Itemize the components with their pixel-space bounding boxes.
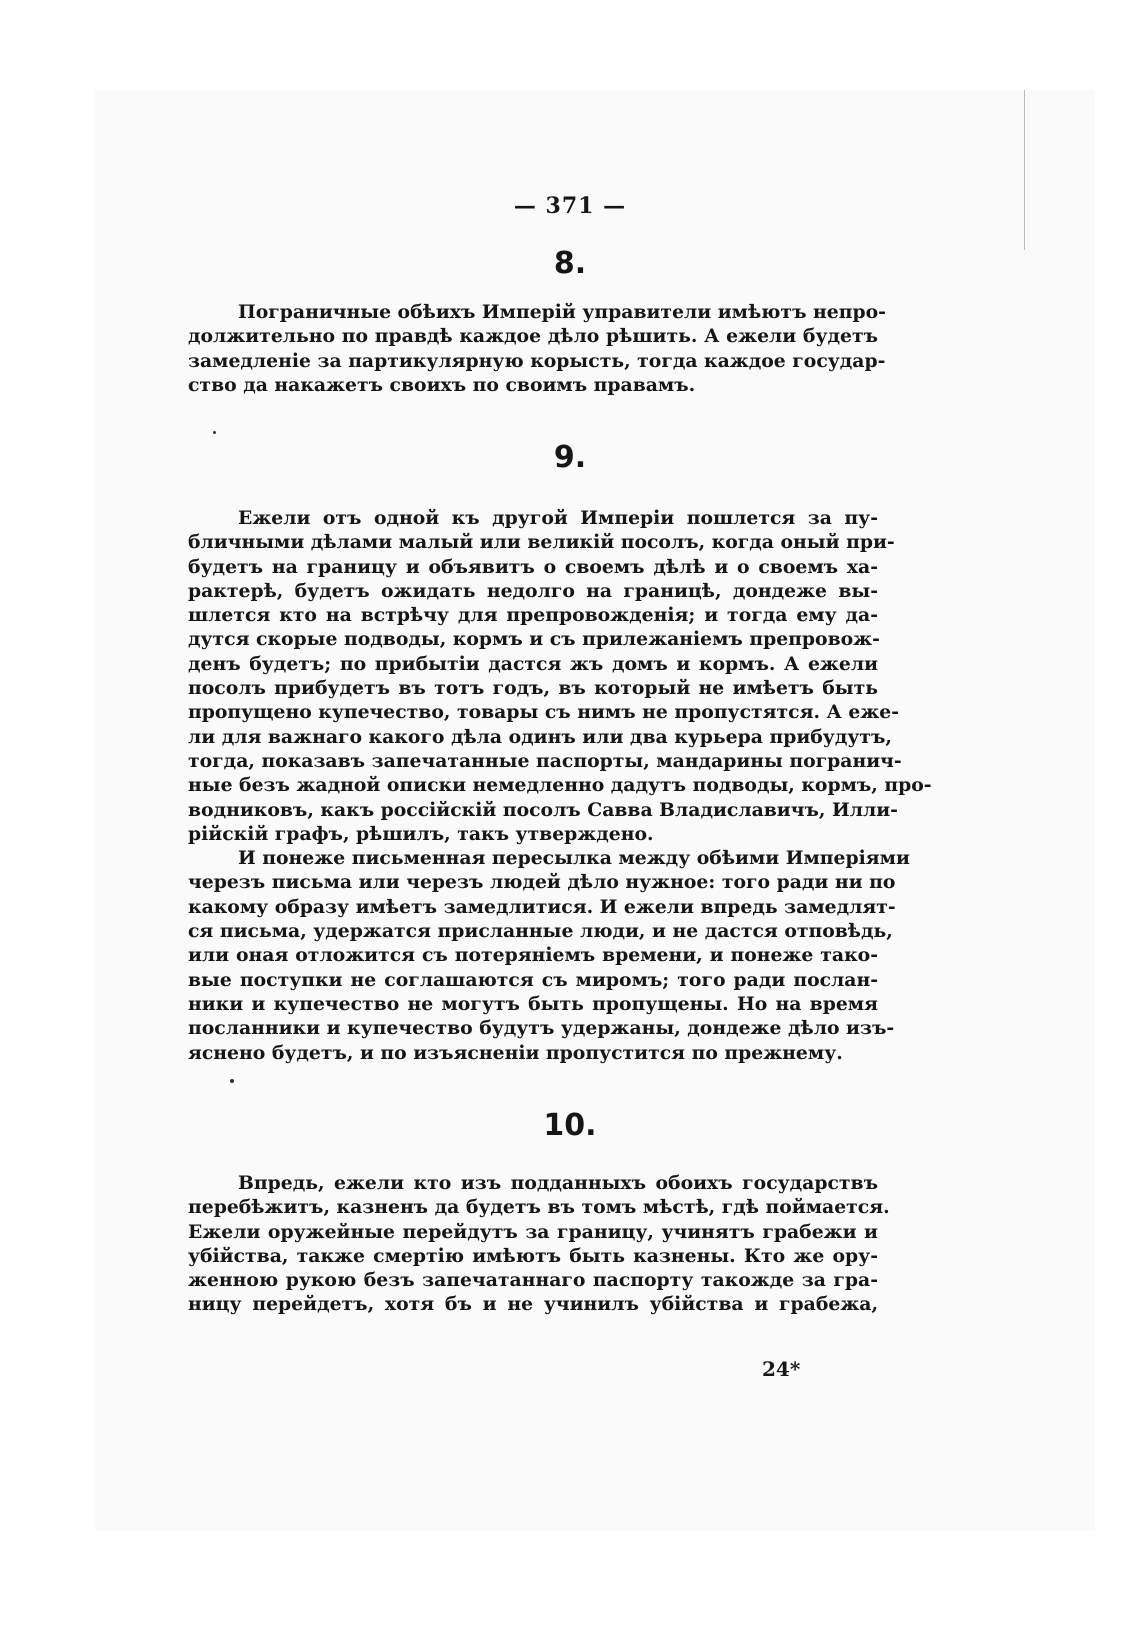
text-line: Пограничные обѣихъ Имперій управители имѣютъ непро- — [238, 301, 886, 323]
text-line: ницу перейдетъ, хотя бъ и не учинилъ убійства и грабежа, — [188, 1293, 878, 1316]
text-line: посолъ прибудетъ въ тотъ годъ, въ который не имѣетъ быть — [188, 677, 878, 700]
section-9-text — [188, 506, 932, 1065]
page-number: — 371 — — [513, 193, 627, 219]
text-line: шлется кто на встрѣчу для препровожденія; и тогда ему да- — [188, 604, 878, 627]
text-line: замедленіе за партикулярную корысть, тогда каждое государ- — [188, 349, 886, 372]
text-line: Ежели оружейные перейдутъ за границу, учинятъ грабежи и — [188, 1220, 878, 1243]
text-line: рійскій графъ, рѣшилъ, такъ утверждено. — [188, 822, 654, 845]
text-line: женною рукою безъ запечатаннаго паспорту такожде за гра- — [188, 1269, 878, 1292]
section-10-text — [188, 1171, 890, 1317]
text-line: Впредь, ежели кто изъ подданныхъ обоихъ государствъ — [238, 1172, 878, 1194]
text-line: ся письма, удержатся присланные люди, и не дастся отповѣдь, — [188, 920, 893, 943]
text-line: И понеже письменная пересылка между обѣими Имперіями — [238, 847, 910, 870]
text-line: ство да накажетъ своихъ по своимъ правамъ. — [188, 373, 696, 396]
text-line: убійства, также смертію имѣютъ быть казнены. Кто же ору- — [188, 1244, 878, 1267]
text-line: перебѣжитъ, казненъ да будетъ въ томъ мѣстѣ, гдѣ поймается. — [188, 1196, 890, 1219]
text-line: ные безъ жадной описки немедленно дадутъ подводы, кормъ, про- — [188, 774, 932, 797]
printer-signature-mark: 24* — [762, 1357, 801, 1381]
text-line: водниковъ, какъ россійскій посолъ Савва Владиславичъ, Илли- — [188, 798, 898, 821]
scan-margin-line — [1024, 90, 1025, 250]
text-line: должительно по правдѣ каждое дѣло рѣшить. А ежели будетъ — [188, 325, 878, 348]
text-line: ники и купечество не могутъ быть пропущены. Но на время — [188, 992, 878, 1015]
text-line: ли для важнаго какого дѣла одинъ или два курьера прибудутъ, — [188, 725, 892, 748]
scan-speck — [230, 1079, 234, 1083]
text-line: пропущено купечество, товары съ нимъ не пропустятся. А еже- — [188, 701, 900, 724]
text-line: бличными дѣлами малый или великій посолъ, когда оный при- — [188, 531, 895, 554]
text-line: какому образу имѣетъ замедлитися. И ежели впредь замедлят- — [188, 895, 896, 918]
text-line: посланники и купечество будутъ удержаны, дондеже дѣло изъ- — [188, 1017, 895, 1040]
section-number: 9. — [553, 440, 587, 475]
text-line: будетъ на границу и объявитъ о своемъ дѣлѣ и о своемъ ха- — [188, 555, 878, 578]
text-line: рактерѣ, будетъ ожидать недолго на границѣ, дондеже вы- — [188, 579, 878, 602]
text-line: Ежели отъ одной къ другой Имперіи пошлется за пу- — [238, 507, 878, 529]
text-line: черезъ письма или черезъ людей дѣло нужное: того ради ни по — [188, 871, 896, 894]
text-line: яснено будетъ, и по изъясненіи пропустится по прежнему. — [188, 1041, 843, 1064]
text-line: или оная отложится съ потеряніемъ времени, и понеже тако- — [188, 944, 878, 967]
section-number: 10. — [543, 1108, 597, 1143]
scan-speck — [213, 431, 216, 434]
text-line: дутся скорые подводы, кормъ и съ прилежаніемъ препровож- — [188, 628, 880, 651]
text-line: тогда, показавъ запечатанные паспорты, мандарины погранич- — [188, 749, 902, 772]
section-number: 8. — [553, 246, 587, 281]
text-line: денъ будетъ; по прибытіи дастся жъ домъ и кормъ. А ежели — [188, 652, 878, 675]
text-line: вые поступки не соглашаются съ миромъ; того ради послан- — [188, 968, 878, 991]
section-8-text — [188, 300, 886, 397]
